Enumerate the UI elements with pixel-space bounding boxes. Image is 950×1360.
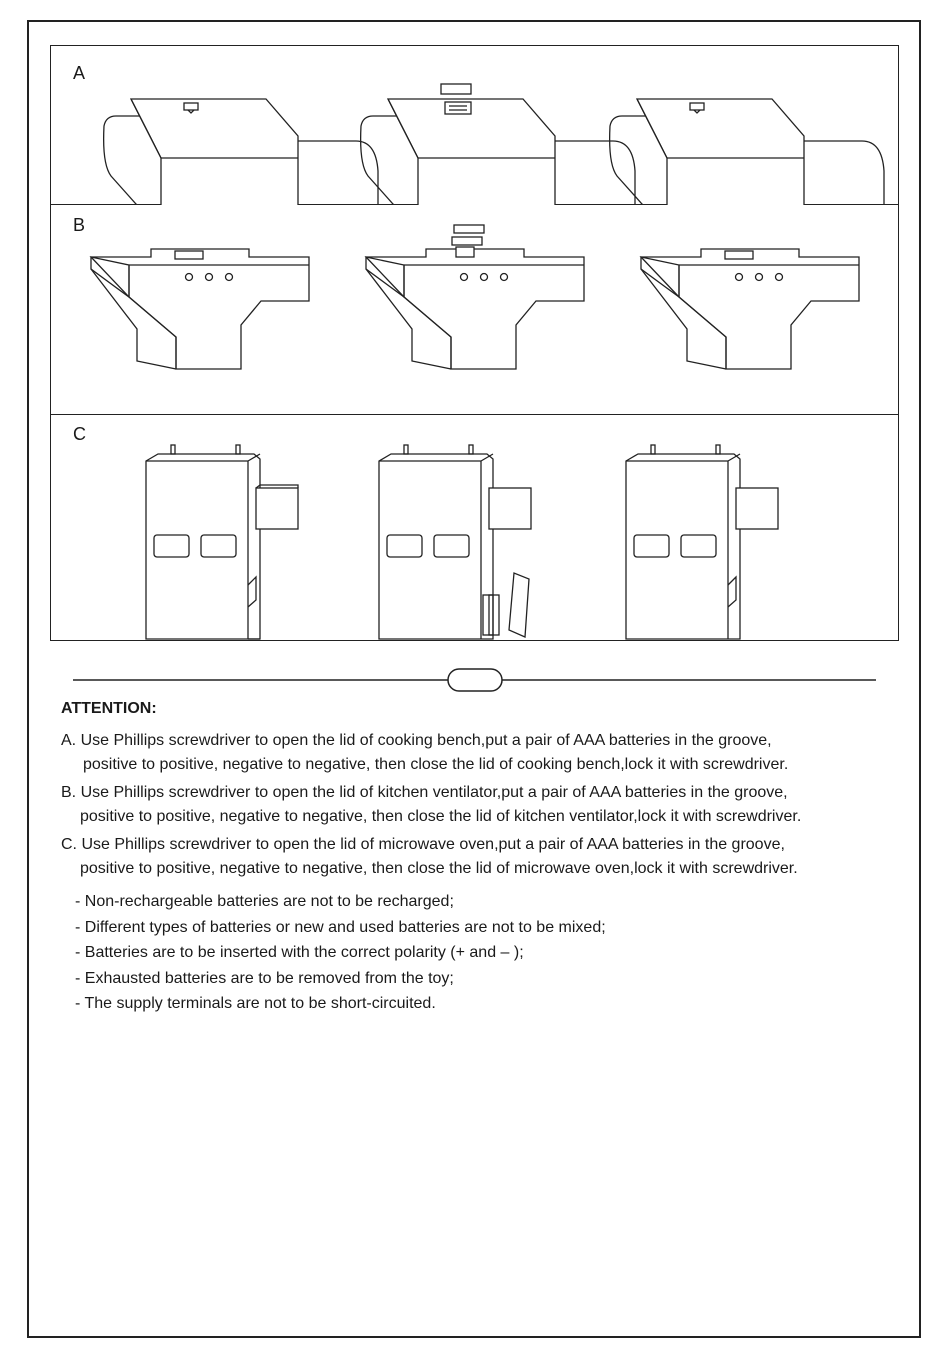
panel-c (51, 415, 898, 640)
step-b (61, 781, 921, 828)
panel-b (51, 205, 898, 415)
panel-label-b: B (73, 215, 86, 235)
step-c-line1: C. Use Phillips screwdriver to open the lid of microwave oven,put a pair of AAA batteries in the groove, (61, 836, 785, 853)
warning-item: - Exhausted batteries are to be removed from the toy; (75, 969, 454, 987)
cooking-bench-open (361, 84, 635, 205)
page-number-divider (73, 668, 876, 694)
cooking-bench-closed (104, 99, 378, 205)
kitchen-ventilator-illustration (51, 205, 900, 415)
ventilator-closed (91, 249, 309, 369)
panel-a (51, 46, 898, 205)
ventilator-open (366, 225, 584, 369)
microwave-closed (146, 445, 298, 640)
cooking-bench-closed-again (610, 99, 884, 205)
attention-heading: ATTENTION: (61, 700, 157, 717)
step-a (61, 729, 921, 776)
step-a-line2: positive to positive, negative to negative, then close the lid of cooking bench,lock it with screwdriver. (83, 755, 789, 773)
cooking-bench-illustration (51, 46, 900, 205)
ventilator-closed-again (641, 249, 859, 369)
warning-item: - The supply terminals are not to be short-circuited. (75, 995, 436, 1012)
warning-item: - Non-rechargeable batteries are not to be recharged; (75, 893, 454, 910)
step-b-line1: B. Use Phillips screwdriver to open the lid of kitchen ventilator,put a pair of AAA batteries in the groove, (61, 784, 788, 801)
microwave-closed-again (626, 445, 778, 640)
panel-label-a: A (73, 63, 86, 83)
warning-item: - Different types of batteries or new and used batteries are not to be mixed; (75, 918, 606, 936)
step-a-line1: A. Use Phillips screwdriver to open the lid of cooking bench,put a pair of AAA batteries in the groove, (61, 732, 772, 749)
microwave-open (379, 445, 531, 640)
panel-label-c: C (73, 424, 86, 444)
instruction-steps (61, 729, 921, 885)
microwave-oven-illustration (51, 415, 900, 640)
illustration-panel (50, 45, 899, 641)
step-c (61, 833, 921, 880)
battery-warnings (75, 889, 606, 1017)
step-c-line2: positive to positive, negative to negative, then close the lid of microwave oven,lock it with screwdriver. (80, 859, 798, 877)
step-b-line2: positive to positive, negative to negative, then close the lid of kitchen ventilator,lock it with screwdriver. (80, 807, 802, 825)
warning-item: - Batteries are to be inserted with the correct polarity (+ and – ); (75, 944, 524, 961)
